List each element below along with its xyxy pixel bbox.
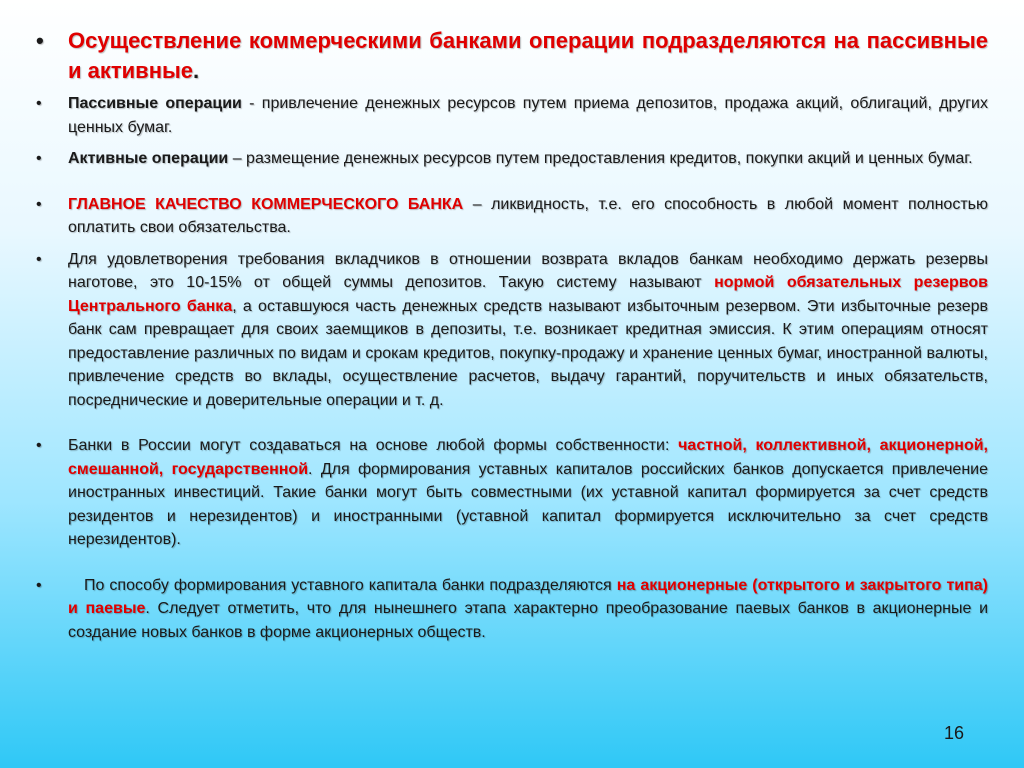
heading-text: Осуществление коммерческими банками операции подразделяются на пассивные и активные [68, 28, 988, 83]
bullet-icon: • [36, 195, 42, 213]
capital-term: на акционерные (открытого и закрытого типа) и паевые [68, 576, 989, 617]
passive-text: - привлечение денежных ресурсов путем приема депозитов, продажа акций, облигаций, других ценных бумаг. [68, 95, 988, 136]
reserves-item [36, 248, 988, 413]
bullet-icon: • [36, 95, 42, 112]
passive-term: Пассивные операции [68, 95, 242, 112]
active-item [36, 147, 988, 171]
active-term: Активные операции [68, 150, 229, 167]
bullet-icon: • [36, 576, 42, 594]
bullet-icon: • [36, 437, 42, 454]
reserves-text-2: , а оставшуюся часть денежных средств называют избыточным резервом. Эти избыточные резерв банк сам превращает для своих заемщиков в депозиты, т.е. возникает кредитная эмиссия. К этим операциям относят предоставление различных по видам и срокам кредитов, покупку-продажу и хранение ценных бумаг, иностранной валюты, привлечение средств во вклады, осуществление расчетов, выдачу гарантий, поручительств и иных обязательств, посреднические и доверительные операции и т. д. [68, 297, 988, 409]
capital-text-1: По способу формирования уставного капитала банки подразделяются [84, 576, 617, 594]
ownership-text-1: Банки в России могут создаваться на основе любой формы собственности: [68, 437, 679, 454]
reserves-term: нормой обязательных резервов Центрального банка [68, 274, 989, 315]
ownership-text-2: . Для формирования уставных капиталов российских банков допускается привлечение иностранных инвестиций. Такие банки могут быть совместными (их уставной капитал формируется за счет средств резидентов и нерезидентов) и иностранными (уставной капитал формируется исключительно за счет средств нерезидентов). [68, 460, 988, 548]
ownership-item [36, 434, 988, 552]
quality-term: ГЛАВНОЕ КАЧЕСТВО КОММЕРЧЕСКОГО БАНКА [68, 195, 464, 213]
quality-text: – ликвидность, т.е. его способность в любой момент полностью оплатить свои обязательства. [68, 195, 988, 236]
passive-item [36, 92, 988, 139]
bullet-icon: • [36, 150, 42, 167]
heading-end: . [193, 58, 200, 83]
reserves-text-1: Для удовлетворения требования вкладчиков в отношении возврата вкладов банкам необходимо держать резервы наготове, это 10-15% от общей суммы депозитов. Такую систему называют [68, 250, 988, 291]
slide-content [36, 26, 988, 644]
capital-item [36, 574, 988, 645]
capital-text-2: . Следует отметить, что для нынешнего этапа характерно преобразование паевых банков в акционерные и создание новых банков в форме акционерных обществ. [68, 600, 989, 641]
active-text: – размещение денежных ресурсов путем предоставления кредитов, покупки акций и ценных бумаг. [228, 150, 973, 167]
ownership-term: частной, коллективной, акционерной, смешанной, государственной [68, 437, 989, 478]
heading-item [36, 26, 988, 86]
bullet-icon: • [36, 250, 42, 268]
quality-item [36, 193, 988, 240]
bullet-icon: • [36, 28, 44, 53]
page-number: 16 [943, 723, 964, 743]
